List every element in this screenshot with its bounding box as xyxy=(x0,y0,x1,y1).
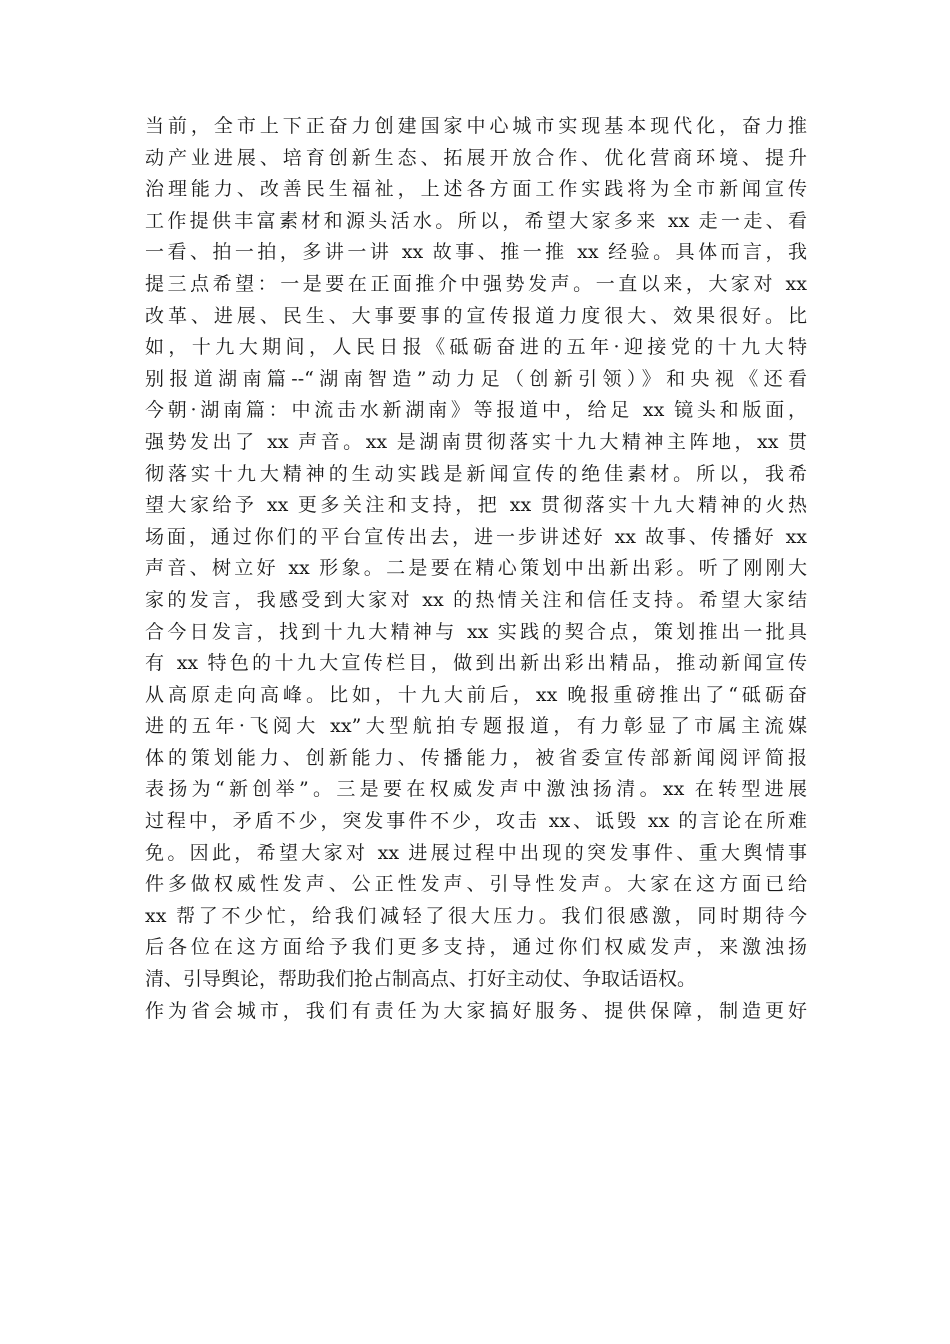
text-line: 体的策划能力、创新能力、传播能力，被省委宣传部新闻阅评简报 xyxy=(145,746,807,769)
text-line: 声音、树立好 xx 形象。二是要在精心策划中出新出彩。听了刚刚大 xyxy=(145,557,807,580)
text-line: 提三点希望：一是要在正面推介中强势发声。一直以来，大家对 xx xyxy=(145,272,807,295)
text-line: 表扬为“新创举”。三是要在权威发声中激浊扬清。xx 在转型进展 xyxy=(145,778,807,801)
text-line: 件多做权威性发声、公正性发声、引导性发声。大家在这方面已给 xyxy=(145,873,807,896)
text-line: 治理能力、改善民生福祉，上述各方面工作实践将为全市新闻宣传 xyxy=(145,178,807,201)
text-line: 后各位在这方面给予我们更多支持，通过你们权威发声，来激浊扬 xyxy=(145,936,807,959)
text-line: xx 帮了不少忙，给我们减轻了很大压力。我们很感激，同时期待今 xyxy=(145,904,807,927)
text-line: 从高原走向高峰。比如，十九大前后，xx 晚报重磅推出了“砥砺奋 xyxy=(145,683,807,706)
text-line: 今朝·湖南篇：中流击水新湖南》等报道中，给足 xx 镜头和版面， xyxy=(145,399,807,422)
text-line: 合今日发言，找到十九大精神与 xx 实践的契合点，策划推出一批具 xyxy=(145,620,807,643)
text-line: 进的五年·飞阅大 xx”大型航拍专题报道，有力彰显了市属主流媒 xyxy=(145,715,807,738)
text-line: 工作提供丰富素材和源头活水。所以，希望大家多来 xx 走一走、看 xyxy=(145,209,807,232)
body-text xyxy=(145,111,807,1027)
text-line: 一看、拍一拍，多讲一讲 xx 故事、推一推 xx 经验。具体而言，我 xyxy=(145,241,807,264)
text-line: 作为省会城市，我们有责任为大家搞好服务、提供保障，制造更好 xyxy=(145,999,807,1022)
text-line: 改革、进展、民生、大事要事的宣传报道力度很大、效果很好。比 xyxy=(145,304,807,327)
text-line: 如，十九大期间，人民日报《砥砺奋进的五年·迎接党的十九大特 xyxy=(145,336,807,359)
text-line: 家的发言，我感受到大家对 xx 的热情关注和信任支持。希望大家结 xyxy=(145,588,807,611)
text-line: 彻落实十九大精神的生动实践是新闻宣传的绝佳素材。所以，我希 xyxy=(145,462,807,485)
text-line: 望大家给予 xx 更多关注和支持，把 xx 贯彻落实十九大精神的火热 xyxy=(145,494,807,517)
text-line: 强势发出了 xx 声音。xx 是湖南贯彻落实十九大精神主阵地，xx 贯 xyxy=(145,430,807,453)
text-line: 有 xx 特色的十九大宣传栏目，做到出新出彩出精品，推动新闻宣传 xyxy=(145,652,807,675)
text-line: 动产业进展、培育创新生态、拓展开放合作、优化营商环境、提升 xyxy=(145,146,807,169)
text-line: 别报道湖南篇--“湖南智造”动力足（创新引领）》和央视《还看 xyxy=(145,367,807,390)
text-line: 免。因此，希望大家对 xx 进展过程中出现的突发事件、重大舆情事 xyxy=(145,841,807,864)
text-line: 清、引导舆论，帮助我们抢占制高点、打好主动仗、争取话语权。 xyxy=(145,968,697,991)
text-line: 当前，全市上下正奋力创建国家中心城市实现基本现代化，奋力推 xyxy=(145,115,807,137)
text-line: 过程中，矛盾不少，突发事件不少，攻击 xx、诋毁 xx 的言论在所难 xyxy=(145,810,807,833)
text-line: 场面，通过你们的平台宣传出去，进一步讲述好 xx 故事、传播好 xx xyxy=(145,525,807,548)
